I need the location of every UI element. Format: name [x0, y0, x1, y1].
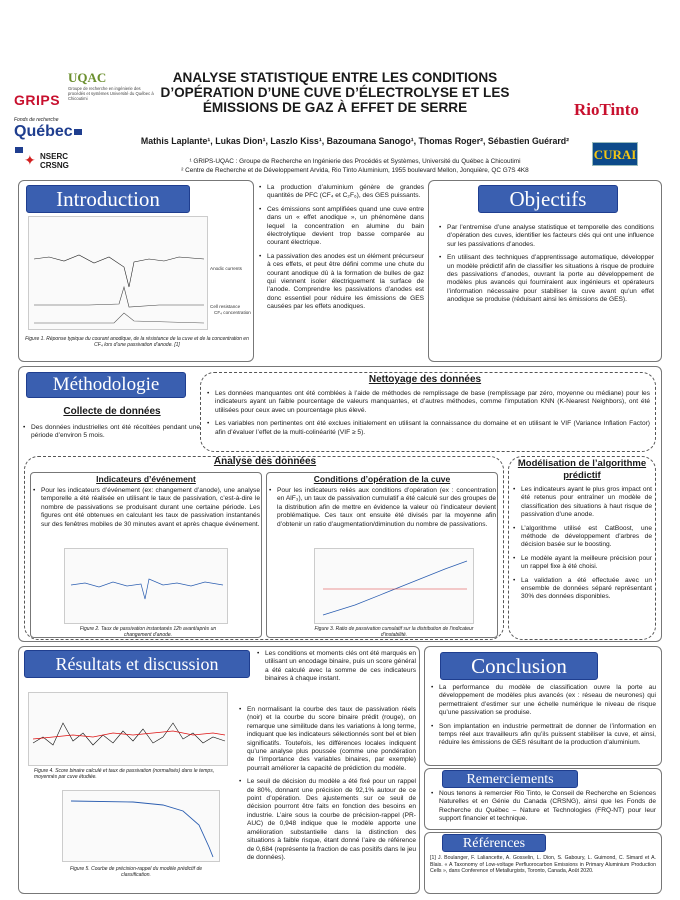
resultats-banner: Résultats et discussion [24, 650, 250, 678]
grips-logo: GRIPS [14, 92, 61, 108]
frq-small-label: Fonds de recherche [14, 117, 59, 123]
references-banner: Références [442, 834, 546, 852]
fig2-line [71, 579, 223, 599]
modelisation-title: Modélisation de l’algorithme prédictif [517, 458, 647, 481]
resultats-bullet: • Le seuil de décision du modèle a été fixé pour un rappel de 80%, donnant une précision de 92,1% autour de ce point d’opération. Des ajustements sur ce seuil de décision pourront être faits en fonction des besoins en industrie. L’aire sous la courbe de précision-rappel (PR-AUC) de 0,948 indique que le modèle apporte une amélioration substantielle dans la distinction des situations à faible risque, étant donné l’aire de référence de 0,684 (représente la fraction de cas positifs dans le jeu de données). [238, 778, 416, 862]
cell-resistance-line [34, 287, 204, 307]
objectifs-banner: Objectifs [478, 185, 618, 213]
nserc-logo [40, 152, 69, 170]
anodic-current-line [34, 255, 204, 287]
figure-4 [28, 692, 228, 766]
modelisation-bullets [512, 486, 652, 607]
remerciements-bullets [430, 790, 656, 829]
nettoyage-bullet: • Les données manquantes ont été comblées à l’aide de méthodes de remplissage de base (remplissage par zéro, moyenne ou médiane) pour les indicateurs ayant un faible pourcentage de valeurs manquantes, et d’autres méthodes, comme l’imputation KNN (K-Nearest Neighbors), ont été utilisées pour ceux avec un pourcentage plus élevé. [206, 390, 650, 415]
fig1-label-resistance: Cell resistance [210, 304, 241, 309]
intro-bullet: • Ces émissions sont amplifiées quand une cuve entre dans un « effet anodique », un phénomène dans lequel la concentration en alumine du bain électrolytique devient trop basse comparée au courant électrique. [258, 206, 424, 248]
figure-1-caption: Figure 1. Réponse typique du courant anodique, de la résistance de la cuve et de la concentration en CF₄ lors d’une passivation d’anode. [1] [25, 336, 249, 348]
figure-5 [62, 790, 220, 862]
collecte-title: Collecte de données [63, 406, 161, 417]
indicateurs-title: Indicateurs d’événement [96, 474, 196, 484]
figure-5-caption: Figure 5. Courbe de précision-rappel du modèle prédictif de classification. [69, 866, 203, 878]
intro-bullet: • La production d’aluminium génère de grandes quantités de PFC (CF₄ et C₂F₆), des GES puissants. [258, 184, 424, 201]
figure-2-caption: Figure 2. Taux de passivation instantanés 12h avant/après un changement d’anode. [79, 626, 217, 638]
objectifs-bullet: • En utilisant des techniques d’apprentissage automatique, développer un modèle prédictif afin de classifier les situations à risque de produire des passivations d’anodes, ouvrant la porte au développement de modèles plus avancés qui fourniraient aux ingénieurs et opérateurs l’information nécessaire pour stabiliser la cuve avant qu’un effet anodique se produise (réduisant ainsi les émissions de GES). [438, 254, 654, 304]
quebec-flag-icon [15, 147, 23, 153]
conclusion-bullets [430, 684, 656, 753]
intro-bullet: • La passivation des anodes est un élément précurseur à ces effets, et peut être défini comme une chute du courant anodique dû à la formation de bulles de gaz qui viennent isoler électriquement la surface de l’anode. Comprendre les passivations d’anodes est donc essentiel pour réduire les émissions de GES causées par les effets anodiques. [258, 253, 424, 312]
fig3-line [323, 561, 467, 615]
indicateurs-bullets [32, 487, 260, 534]
uqac-mark: UQAC [68, 70, 107, 85]
intro-bullets [258, 184, 424, 317]
figure-5-plot [63, 791, 221, 863]
figure-3-caption: Figure 3. Ratio de passivation cumulatif sur la distribution de l’indicateur d’instabilité. [314, 626, 474, 638]
collecte-bullets [22, 424, 200, 446]
fig1-label-anodic: Anodic currents [210, 266, 242, 271]
fig4-real-line [33, 723, 225, 745]
uqac-subtitle: Groupe de recherche en ingénierie des procédés et systèmes Université du Québec à Chicoutimi [68, 86, 154, 101]
poster-title: ANALYSE STATISTIQUE ENTRE LES CONDITIONS D’OPÉRATION D’UNE CUVE D’ÉLECTROLYSE ET LES ÉMISSIONS DE GAZ À EFFET DE SERRE [160, 70, 510, 115]
modelisation-bullet: • La validation a été effectuée avec un ensemble de données séparé représentant 30% des données disponibles. [512, 577, 652, 602]
resultats-bullet-first [256, 650, 416, 689]
figure-1 [28, 216, 208, 330]
indicateurs-bullet: • Pour les indicateurs d’événement (ex: changement d’anode), une analyse temporelle a été réalisée en utilisant le taux de passivation, c’est-à-dire le nombre de passivations se produisant durant une certaine période. Les figures ont été obtenues en calculant les taux de passivation instantanés sur des fenêtres mobiles de 30 minutes avant et après chaque événement. [32, 487, 260, 529]
conclusion-banner: Conclusion [440, 652, 598, 680]
objectifs-bullet: • Par l’entremise d’une analyse statistique et temporelle des conditions d’opération des cuves, identifier les facteurs clés qui ont une influence sur les passivations d’anodes. [438, 224, 654, 249]
conclusion-bullet: • Son implantation en industrie permettrait de donner de l’information en temps réel aux travailleurs afin qu’ils puissent stabiliser la cuve, et ainsi, réduire les émissions de GES résultant de la production d’aluminium. [430, 723, 656, 748]
curai-logo: CURAI [592, 142, 638, 166]
methodologie-banner: Méthodologie [26, 372, 186, 398]
conditions-bullets [268, 487, 496, 534]
fig1-label-cf4: CF₄ concentration [214, 310, 251, 315]
nettoyage-bullets [206, 390, 650, 442]
crsng-label: CRSNG [40, 161, 69, 170]
affiliation-2: ² Centre de Recherche et de Développement Arvida, Rio Tinto Aluminium, 1955 boulevard Mellon, Jonquière, QC G7S 4K8 [181, 167, 529, 174]
quebec-flag-icon [74, 129, 82, 135]
cf4-line [34, 313, 204, 323]
figure-3 [314, 548, 474, 624]
conclusion-bullet: • La performance du modèle de classification ouvre la porte au développement de modèles plus avancés (ex : réseau de neurones) qui permettraient d’estimer sur une échelle numérique le niveau de risque qu’une passivation se produise. [430, 684, 656, 718]
figure-2 [64, 548, 228, 624]
fig5-pr-curve [71, 801, 213, 857]
modelisation-bullet: • Les indicateurs ayant le plus gros impact ont été retenus pour entraîner un modèle de classification des situations à haut risque de passivation d’une anode. [512, 486, 652, 520]
figure-1-plot [29, 217, 209, 331]
fig4-predicted-line [33, 731, 225, 739]
figure-4-plot [29, 693, 229, 767]
affiliations [120, 157, 590, 175]
conditions-title: Conditions d’opération de la cuve [313, 474, 451, 484]
figure-4-caption: Figure 4. Score binaire calculé et taux de passivation (normalisés) dans le temps, moyennés par cuve étudiée. [34, 768, 215, 780]
resultats-bullet: • Les conditions et moments clés ont été marqués en utilisant un encodage binaire, puis un score général a été calculé avec la somme de ces indicateurs binaires à chaque instant. [256, 650, 416, 684]
reference-1: [1] J. Boulanger, F. Laliancette, A. Gosselin, L. Dion, S. Gaboury, L. Guimond, C. Simard et A. Blais. « A Taxonomy of Low-voltage Perfluorocarbon Emissions in Primary Aluminium Production Cells », dans Conference of Metallurgists, Toronto, Canada, Août 2020. [430, 855, 656, 875]
maple-leaf-icon: ✦ [24, 152, 36, 168]
nettoyage-title: Nettoyage des données [368, 374, 482, 385]
modelisation-bullet: • Le modèle ayant la meilleure précision pour un rappel fixe à été choisi. [512, 555, 652, 572]
collecte-bullet: • Des données industrielles ont été récoltées pendant une période d’environ 5 mois. [22, 424, 200, 441]
resultats-bullet: • En normalisant la courbe des taux de passivation réels (noir) et la courbe du score binaire prédit (rouge), on remarque une similitude dans les variations à long terme, indiquant que les indicateurs sélectionnés sont bel et bien significatifs. Toutefois, les différences locales indiquent qu’une analyse plus poussée (comme une pondération de l’importance des variables binaires, par exemple) pourrait améliorer la capacité de prédiction du modèle. [238, 706, 416, 773]
frq-big-label: Québec [14, 123, 73, 140]
resultats-bullets [238, 706, 416, 867]
riotinto-logo: RioTinto [574, 100, 639, 119]
intro-banner: Introduction [26, 185, 190, 213]
remerciements-bullet: • Nous tenons à remercier Rio Tinto, le Conseil de Recherche en Sciences Naturelles et en Génie du Canada (CRSNG), ainsi que les Fonds de Recherche du Québec – Nature et Technologies (FRQ-NT) pour leur support financier et technique. [430, 790, 656, 824]
conditions-bullet: • Pour les indicateurs reliés aux conditions d’opération (ex : concentration en AlF₃), un taux de passivation cumulatif a été calculé sur des groupes de la distribution afin de mettre en évidence la valeur où l’indicateur devient problématique. Ces taux ont ensuite été divisés par la moyenne afin d’obtenir un ratio d’augmentation/diminution du nombre de passivations. [268, 487, 496, 529]
nserc-label: NSERC [40, 152, 69, 161]
affiliation-1: ¹ GRIPS-UQAC : Groupe de Recherche en Ingénierie des Procédés et Systèmes, Université du Québec à Chicoutimi [189, 158, 521, 165]
authors: Mathis Laplante¹, Lukas Dion¹, Laszlo Kiss¹, Bazoumana Sanogo¹, Thomas Roger², Sébastien Guérard² [140, 136, 570, 146]
remerciements-banner: Remerciements [442, 770, 578, 788]
modelisation-bullet: • L’algorithme utilisé est CatBoost, une méthode de développement d’arbres de décision basée sur le boosting. [512, 525, 652, 550]
nettoyage-bullet: • Les variables non pertinentes ont été exclues initialement en utilisant la connaissance du domaine et en utilisant le VIF (Variance Inflation Factor) afin d’évaluer l’effet de la multi-colinéarité (VIF ≥ 5). [206, 420, 650, 437]
figure-2-plot [65, 549, 229, 625]
analyse-title: Analyse des données [213, 456, 317, 467]
objectifs-bullets [438, 224, 654, 310]
figure-3-plot [315, 549, 475, 625]
